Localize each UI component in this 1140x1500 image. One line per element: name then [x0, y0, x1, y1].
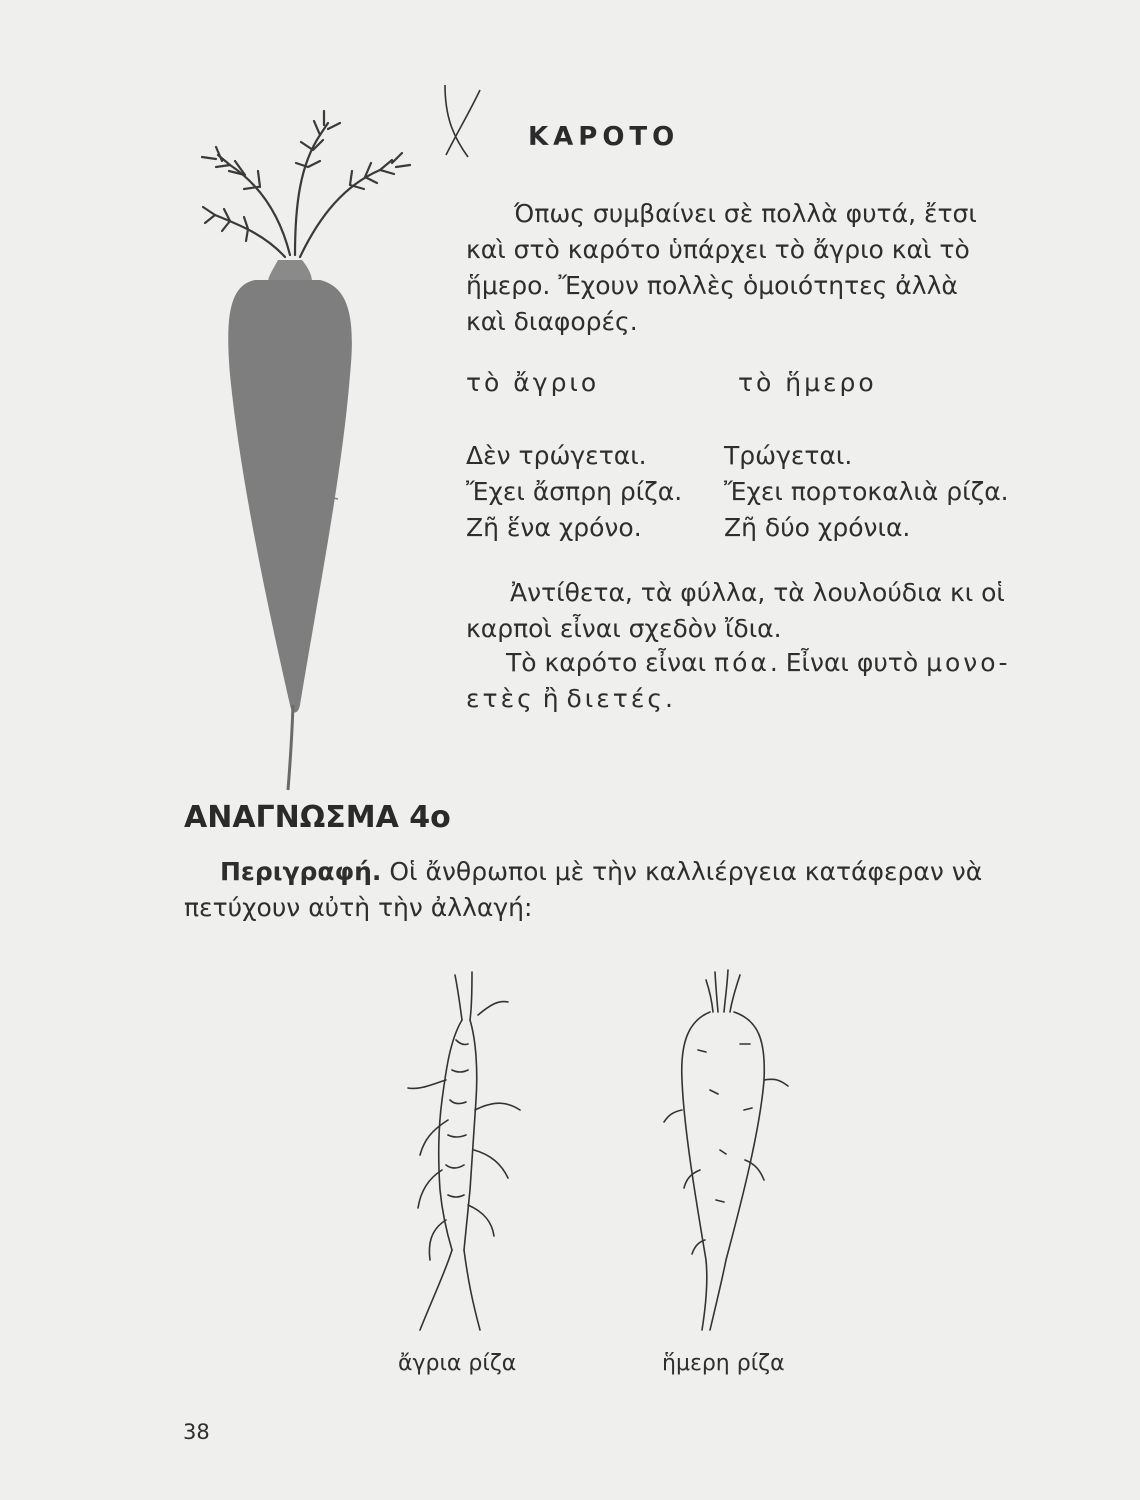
classification-text: . Εἶναι φυτὸ	[769, 648, 927, 677]
page-number: 38	[183, 1420, 210, 1444]
wild-trait: Δὲν τρώγεται.	[466, 441, 647, 470]
classification-paragraph	[466, 645, 1046, 717]
wild-root-caption: ἄγρια ρίζα	[398, 1351, 517, 1376]
term-dietes: διετές	[566, 684, 666, 713]
domestic-trait: Ζῆ δύο χρόνια.	[724, 513, 911, 542]
domestic-traits-list	[724, 438, 1009, 546]
domestic-trait: Ἔχει πορτοκαλιὰ ρίζα.	[724, 477, 1009, 506]
description-paragraph	[184, 854, 1034, 926]
wild-trait: Ζῆ ἕνα χρόνο.	[466, 513, 642, 542]
description-text: Οἱ ἄνθρωποι μὲ τὴν καλλιέργεια κατάφεραν νὰ	[381, 857, 983, 886]
term-etes: ετὲς	[466, 684, 535, 713]
domestic-root-caption: ἥμερη ρίζα	[662, 1351, 785, 1376]
roots-figure	[380, 960, 820, 1345]
domestic-root-drawing	[664, 970, 788, 1330]
wild-root-drawing	[408, 972, 520, 1330]
classification-text: Τὸ καρότο εἶναι	[506, 648, 715, 677]
similarities-line-1: Ἀντίθετα, τὰ φύλλα, τὰ λουλούδια κι οἱ	[510, 578, 1005, 607]
domestic-trait: Τρώγεται.	[724, 441, 853, 470]
domestic-column-heading: τὸ ἥμερο	[738, 368, 877, 397]
description-line-1	[184, 854, 1034, 890]
similarities-paragraph	[466, 575, 1046, 647]
description-line-2: πετύχουν αὐτὴ τὴν ἀλλαγή:	[184, 893, 533, 922]
intro-paragraph	[466, 196, 1036, 340]
intro-line-4: καὶ διαφορές.	[466, 307, 638, 336]
term-mono: μονο-	[926, 648, 1011, 677]
carrot-illustration	[170, 75, 510, 795]
similarities-line-2: καρποὶ εἶναι σχεδὸν ἴδια.	[466, 614, 782, 643]
term-poa: πόα	[714, 648, 770, 677]
classification-text: .	[665, 684, 673, 713]
intro-line-2: καὶ στὸ καρότο ὑπάρχει τὸ ἄγριο καὶ τὸ	[466, 235, 970, 264]
classification-text: ἢ	[534, 684, 567, 713]
wild-trait: Ἔχει ἄσπρη ρίζα.	[466, 477, 683, 506]
classification-line-2	[466, 681, 1046, 717]
reading-heading: ΑΝΑΓΝΩΣΜΑ 4ο	[184, 800, 451, 835]
classification-line-1	[466, 645, 1046, 681]
description-label: Περιγραφή.	[220, 857, 382, 886]
intro-line-1: Όπως συμβαίνει σὲ πολλὰ φυτά, ἔτσι	[514, 199, 977, 228]
wild-traits-list	[466, 438, 682, 546]
intro-line-3: ἥμερο. Ἔχουν πολλὲς ὁμοιότητες ἀλλὰ	[466, 271, 958, 300]
page-title: ΚΑΡΟΤΟ	[528, 122, 680, 152]
wild-column-heading: τὸ ἄγριο	[466, 368, 600, 397]
